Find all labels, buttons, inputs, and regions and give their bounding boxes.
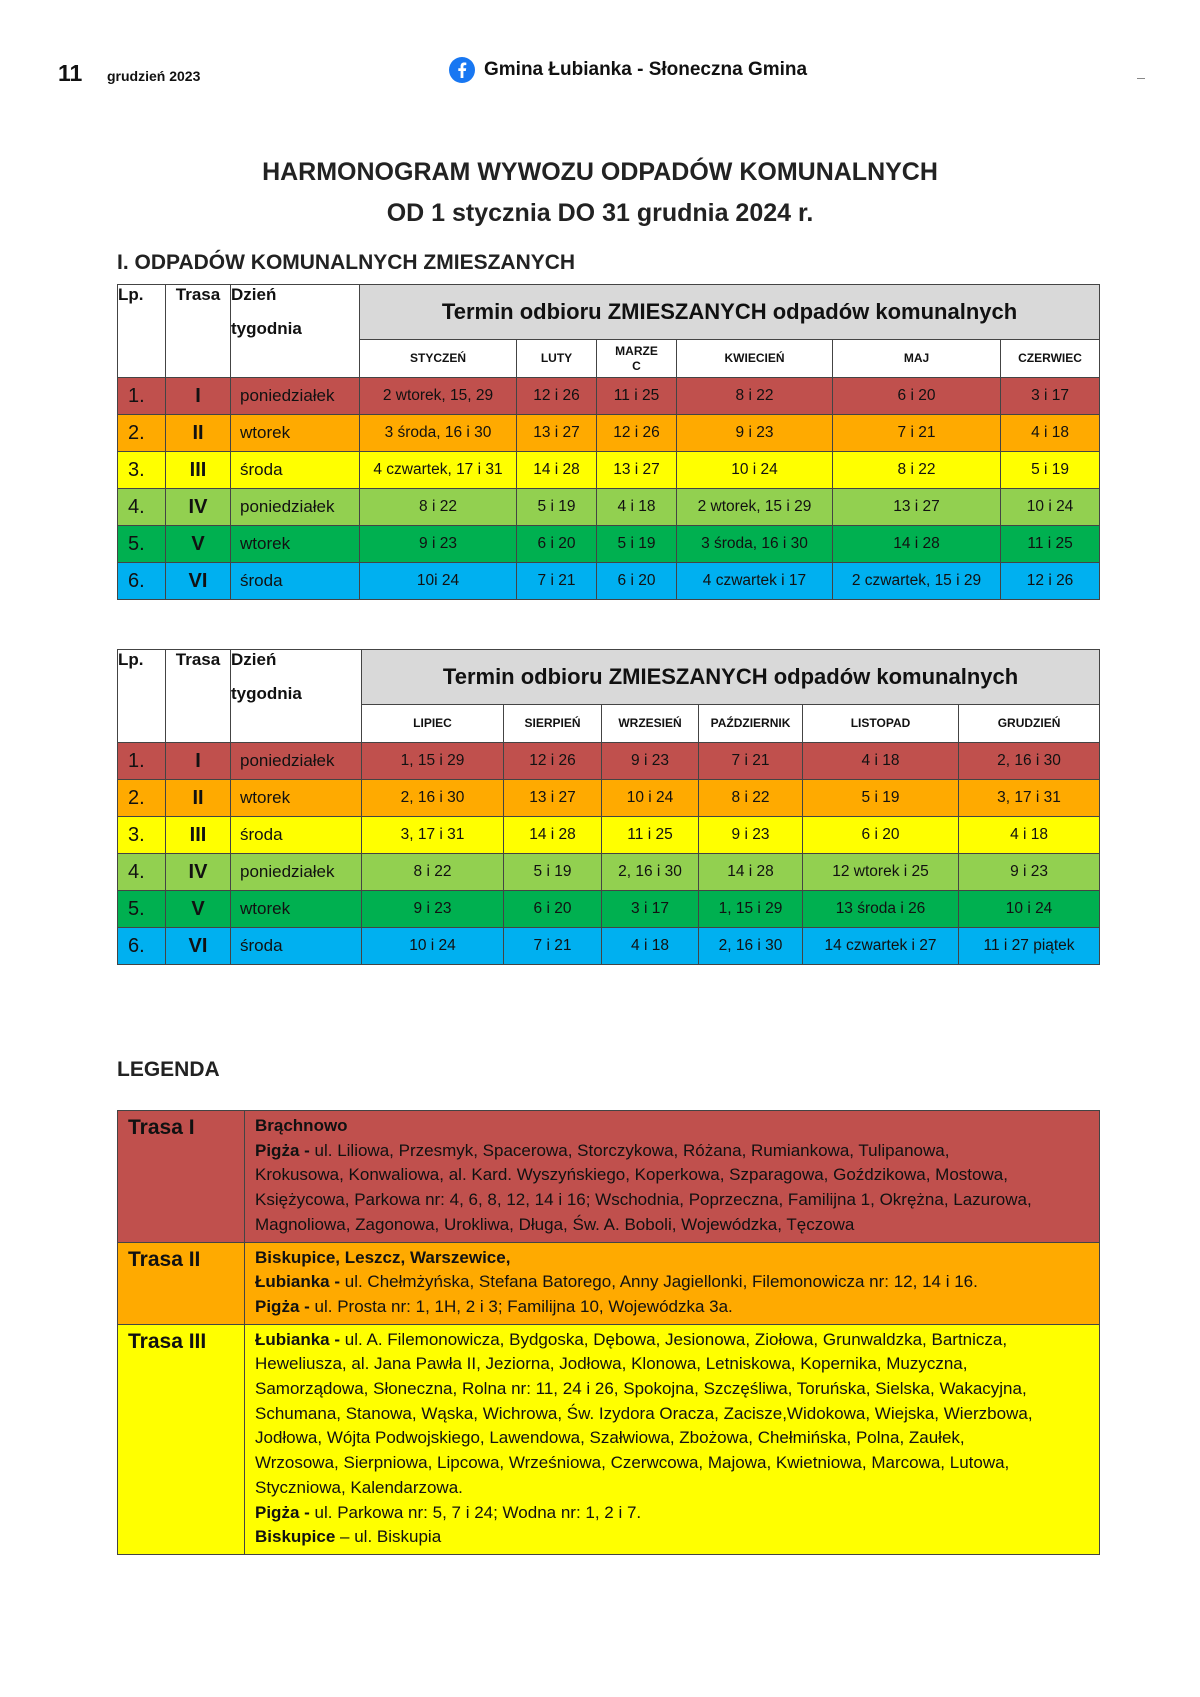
pickup-dates: 9 i 23 bbox=[362, 891, 504, 928]
table-row bbox=[118, 780, 1100, 817]
section-heading: I. ODPADÓW KOMUNALNYCH ZMIESZANYCH bbox=[117, 251, 576, 274]
pickup-dates: 12 i 26 bbox=[597, 415, 677, 452]
weekday: poniedziałek bbox=[231, 378, 360, 415]
pickup-dates: 12 i 26 bbox=[1001, 563, 1100, 600]
weekday: wtorek bbox=[231, 780, 362, 817]
month-header: LISTOPAD bbox=[803, 705, 959, 743]
legend-streets: ul. Parkowa nr: 5, 7 i 24; Wodna nr: 1, 2 i 7. bbox=[314, 1502, 642, 1522]
legend-route-name: Trasa III bbox=[118, 1324, 245, 1554]
pickup-dates: 14 i 28 bbox=[699, 854, 803, 891]
month-header: SIERPIEŃ bbox=[504, 705, 602, 743]
pickup-dates: 5 i 19 bbox=[517, 489, 597, 526]
month-header: MARZE C bbox=[597, 340, 677, 378]
pickup-dates: 13 i 27 bbox=[504, 780, 602, 817]
month-header: MAJ bbox=[833, 340, 1001, 378]
brand-name: Gmina Łubianka - Słoneczna Gmina bbox=[484, 59, 808, 80]
pickup-dates: 4 i 18 bbox=[1001, 415, 1100, 452]
row-number: 4. bbox=[118, 489, 166, 526]
header-lp: Lp. bbox=[118, 650, 166, 743]
pickup-dates: 2 wtorek, 15 i 29 bbox=[677, 489, 833, 526]
pickup-dates: 12 i 26 bbox=[517, 378, 597, 415]
pickup-dates: 3 i 17 bbox=[1001, 378, 1100, 415]
header-dzien-line2: tygodnia bbox=[231, 684, 302, 703]
row-number: 1. bbox=[118, 743, 166, 780]
weekday: środa bbox=[231, 817, 362, 854]
table-row bbox=[118, 526, 1100, 563]
month-header: GRUDZIEŃ bbox=[959, 705, 1100, 743]
table-row bbox=[118, 854, 1100, 891]
legend-line bbox=[255, 1352, 1091, 1377]
pickup-dates: 6 i 20 bbox=[803, 817, 959, 854]
legend-streets: Heweliusza, al. Jana Pawła II, Jeziorna, Jodłowa, Klonowa, Letniskowa, Kopernika, Muzyczna, bbox=[255, 1354, 968, 1374]
header-termin: Termin odbioru ZMIESZANYCH odpadów komunalnych bbox=[362, 650, 1100, 705]
row-number: 2. bbox=[118, 780, 166, 817]
weekday: wtorek bbox=[231, 526, 360, 563]
header-trasa: Trasa bbox=[166, 285, 231, 378]
legend-line bbox=[255, 1402, 1091, 1427]
legend-locality: Biskupice, Leszcz, Warszewice, bbox=[255, 1247, 511, 1267]
legend-row bbox=[118, 1324, 1100, 1554]
table-row bbox=[118, 928, 1100, 965]
legend-locality: Łubianka - bbox=[255, 1272, 345, 1292]
pickup-dates: 10i 24 bbox=[360, 563, 517, 600]
pickup-dates: 5 i 19 bbox=[803, 780, 959, 817]
legend-streets: ul. Prosta nr: 1, 1H, 2 i 3; Familijna 10, Wojewódzka 3a. bbox=[314, 1296, 733, 1316]
month-header: WRZESIEŃ bbox=[602, 705, 699, 743]
weekday: poniedziałek bbox=[231, 854, 362, 891]
pickup-dates: 11 i 25 bbox=[1001, 526, 1100, 563]
pickup-dates: 8 i 22 bbox=[833, 452, 1001, 489]
legend-locality: Brąchnowo bbox=[255, 1116, 348, 1135]
schedule-table-jan-jun bbox=[117, 284, 1100, 600]
legend-locality: Pigża - bbox=[255, 1140, 315, 1160]
legend-locality: Biskupice bbox=[255, 1527, 341, 1547]
header-dzien bbox=[231, 285, 360, 378]
pickup-dates: 9 i 23 bbox=[699, 817, 803, 854]
pickup-dates: 4 i 18 bbox=[803, 743, 959, 780]
route-number: V bbox=[166, 891, 231, 928]
row-number: 5. bbox=[118, 891, 166, 928]
pickup-dates: 3 środa, 16 i 30 bbox=[677, 526, 833, 563]
legend-line bbox=[255, 1525, 1091, 1550]
legend-line bbox=[255, 1377, 1091, 1402]
pickup-dates: 8 i 22 bbox=[362, 854, 504, 891]
legend-line bbox=[255, 1501, 1091, 1526]
weekday: środa bbox=[231, 928, 362, 965]
legend-line bbox=[255, 1270, 1091, 1295]
pickup-dates: 2 czwartek, 15 i 29 bbox=[833, 563, 1001, 600]
pickup-dates: 14 i 28 bbox=[517, 452, 597, 489]
facebook-icon bbox=[449, 57, 475, 83]
pickup-dates: 10 i 24 bbox=[1001, 489, 1100, 526]
pickup-dates: 13 środa i 26 bbox=[803, 891, 959, 928]
pickup-dates: 5 i 19 bbox=[597, 526, 677, 563]
header-dzien-line1: Dzień bbox=[231, 650, 277, 669]
pickup-dates: 4 i 18 bbox=[602, 928, 699, 965]
pickup-dates: 12 wtorek i 25 bbox=[803, 854, 959, 891]
legend-streets: Schumana, Stanowa, Wąska, Wichrowa, Św. Izydora Oracza, Zacisze,Widokowa, Wiejska, Wierzbowa, bbox=[255, 1403, 1033, 1423]
row-number: 3. bbox=[118, 452, 166, 489]
pickup-dates: 5 i 19 bbox=[1001, 452, 1100, 489]
month-header: STYCZEŃ bbox=[360, 340, 517, 378]
route-number: II bbox=[166, 780, 231, 817]
legend-streets: ul. A. Filemonowicza, Bydgoska, Dębowa, Jesionowa, Ziołowa, Grunwaldzka, Bartnicza, bbox=[344, 1329, 1008, 1349]
table-row bbox=[118, 891, 1100, 928]
legend-locality: Łubianka - bbox=[255, 1329, 345, 1349]
legend-route-streets bbox=[245, 1111, 1100, 1243]
weekday: wtorek bbox=[231, 891, 362, 928]
legend-streets: ul. Chełmżyńska, Stefana Batorego, Anny Jagiellonki, Filemonowicza nr: 12, 14 i 16. bbox=[344, 1272, 978, 1292]
page-subtitle: OD 1 stycznia DO 31 grudnia 2024 r. bbox=[386, 199, 814, 227]
route-number: I bbox=[166, 378, 231, 415]
legend-streets: Wrzosowa, Sierpniowa, Lipcowa, Wrześniowa, Czerwcowa, Majowa, Kwietniowa, Marcowa, Lutowa, bbox=[255, 1453, 1010, 1473]
pickup-dates: 6 i 20 bbox=[597, 563, 677, 600]
legend-route-name: Trasa II bbox=[118, 1242, 245, 1324]
legend-row bbox=[118, 1242, 1100, 1324]
pickup-dates: 14 czwartek i 27 bbox=[803, 928, 959, 965]
pickup-dates: 9 i 23 bbox=[360, 526, 517, 563]
pickup-dates: 13 i 27 bbox=[517, 415, 597, 452]
row-number: 4. bbox=[118, 854, 166, 891]
row-number: 3. bbox=[118, 817, 166, 854]
header-trasa: Trasa bbox=[166, 650, 231, 743]
schedule-table-jul-dec bbox=[117, 649, 1100, 965]
route-number: III bbox=[166, 817, 231, 854]
pickup-dates: 4 i 18 bbox=[597, 489, 677, 526]
legend-streets: Magnoliowa, Zagonowa, Urokliwa, Długa, Św. A. Boboli, Wojewódzka, Tęczowa bbox=[255, 1214, 855, 1234]
header-dzien-line2: tygodnia bbox=[231, 319, 302, 338]
legend-streets: Styczniowa, Kalendarzowa. bbox=[255, 1477, 463, 1497]
pickup-dates: 6 i 20 bbox=[517, 526, 597, 563]
table-row bbox=[118, 489, 1100, 526]
pickup-dates: 7 i 21 bbox=[517, 563, 597, 600]
pickup-dates: 7 i 21 bbox=[699, 743, 803, 780]
pickup-dates: 10 i 24 bbox=[959, 891, 1100, 928]
table-row bbox=[118, 415, 1100, 452]
pickup-dates: 9 i 23 bbox=[602, 743, 699, 780]
pickup-dates: 14 i 28 bbox=[833, 526, 1001, 563]
pickup-dates: 3 i 17 bbox=[602, 891, 699, 928]
pickup-dates: 11 i 27 piątek bbox=[959, 928, 1100, 965]
pickup-dates: 4 czwartek i 17 bbox=[677, 563, 833, 600]
legend-streets: Księżycowa, Parkowa nr: 4, 6, 8, 12, 14 i 16; Wschodnia, Poprzeczna, Familijna 1, Okrężna, Lazurowa, bbox=[255, 1190, 1032, 1210]
pickup-dates: 14 i 28 bbox=[504, 817, 602, 854]
pickup-dates: 2, 16 i 30 bbox=[959, 743, 1100, 780]
pickup-dates: 1, 15 i 29 bbox=[699, 891, 803, 928]
table-row bbox=[118, 817, 1100, 854]
header-termin: Termin odbioru ZMIESZANYCH odpadów komunalnych bbox=[360, 285, 1100, 340]
month-header: PAŹDZIERNIK bbox=[699, 705, 803, 743]
legend-line bbox=[255, 1163, 1091, 1188]
pickup-dates: 11 i 25 bbox=[597, 378, 677, 415]
pickup-dates: 3, 17 i 31 bbox=[362, 817, 504, 854]
pickup-dates: 2, 16 i 30 bbox=[699, 928, 803, 965]
pickup-dates: 12 i 26 bbox=[504, 743, 602, 780]
legend-heading: LEGENDA bbox=[117, 1058, 220, 1081]
weekday: środa bbox=[231, 563, 360, 600]
table-row bbox=[118, 743, 1100, 780]
legend-line bbox=[255, 1328, 1091, 1353]
legend-streets: Samorządowa, Słoneczna, Rolna nr: 11, 24 i 26, Spokojna, Szczęśliwa, Toruńska, Sielska, Wakacyjna, bbox=[255, 1379, 1027, 1399]
weekday: wtorek bbox=[231, 415, 360, 452]
pickup-dates: 3 środa, 16 i 30 bbox=[360, 415, 517, 452]
legend-line bbox=[255, 1476, 1091, 1501]
legend-line bbox=[255, 1139, 1091, 1164]
pickup-dates: 9 i 23 bbox=[677, 415, 833, 452]
weekday: poniedziałek bbox=[231, 743, 362, 780]
weekday: poniedziałek bbox=[231, 489, 360, 526]
legend-line bbox=[255, 1246, 1091, 1271]
route-number: IV bbox=[166, 489, 231, 526]
legend-line bbox=[255, 1451, 1091, 1476]
pickup-dates: 6 i 20 bbox=[504, 891, 602, 928]
row-number: 1. bbox=[118, 378, 166, 415]
legend-streets: – ul. Biskupia bbox=[340, 1527, 442, 1547]
legend-line bbox=[255, 1114, 1091, 1139]
pickup-dates: 3, 17 i 31 bbox=[959, 780, 1100, 817]
row-number: 5. bbox=[118, 526, 166, 563]
route-number: V bbox=[166, 526, 231, 563]
row-number: 6. bbox=[118, 928, 166, 965]
legend-streets: Krokusowa, Konwaliowa, al. Kard. Wyszyńskiego, Koperkowa, Szparagowa, Goździkowa, Mostowa, bbox=[255, 1165, 1008, 1185]
pickup-dates: 11 i 25 bbox=[602, 817, 699, 854]
pickup-dates: 8 i 22 bbox=[699, 780, 803, 817]
pickup-dates: 10 i 24 bbox=[602, 780, 699, 817]
legend-streets: ul. Liliowa, Przesmyk, Spacerowa, Storczykowa, Różana, Rumiankowa, Tulipanowa, bbox=[314, 1140, 950, 1160]
pickup-dates: 6 i 20 bbox=[833, 378, 1001, 415]
pickup-dates: 2, 16 i 30 bbox=[602, 854, 699, 891]
route-number: I bbox=[166, 743, 231, 780]
pickup-dates: 8 i 22 bbox=[677, 378, 833, 415]
page-number: 11 bbox=[58, 60, 83, 86]
corner-mark bbox=[1137, 78, 1145, 79]
pickup-dates: 1, 15 i 29 bbox=[362, 743, 504, 780]
header-lp: Lp. bbox=[118, 285, 166, 378]
pickup-dates: 13 i 27 bbox=[597, 452, 677, 489]
pickup-dates: 4 czwartek, 17 i 31 bbox=[360, 452, 517, 489]
row-number: 2. bbox=[118, 415, 166, 452]
table-row bbox=[118, 378, 1100, 415]
pickup-dates: 2, 16 i 30 bbox=[362, 780, 504, 817]
pickup-dates: 9 i 23 bbox=[959, 854, 1100, 891]
header-dzien bbox=[231, 650, 362, 743]
pickup-dates: 13 i 27 bbox=[833, 489, 1001, 526]
route-number: VI bbox=[166, 563, 231, 600]
legend-locality: Pigża - bbox=[255, 1502, 315, 1522]
legend-line bbox=[255, 1426, 1091, 1451]
page-title: HARMONOGRAM WYWOZU ODPADÓW KOMUNALNYCH bbox=[262, 158, 938, 186]
table-row bbox=[118, 452, 1100, 489]
legend-line bbox=[255, 1188, 1091, 1213]
header-dzien-line1: Dzień bbox=[231, 285, 277, 304]
route-number: IV bbox=[166, 854, 231, 891]
pickup-dates: 7 i 21 bbox=[504, 928, 602, 965]
legend-line bbox=[255, 1213, 1091, 1238]
pickup-dates: 10 i 24 bbox=[677, 452, 833, 489]
legend-line bbox=[255, 1295, 1091, 1320]
route-number: III bbox=[166, 452, 231, 489]
table-row bbox=[118, 563, 1100, 600]
weekday: środa bbox=[231, 452, 360, 489]
legend-row bbox=[118, 1111, 1100, 1243]
pickup-dates: 4 i 18 bbox=[959, 817, 1100, 854]
route-number: VI bbox=[166, 928, 231, 965]
pickup-dates: 2 wtorek, 15, 29 bbox=[360, 378, 517, 415]
legend-route-streets bbox=[245, 1324, 1100, 1554]
legend-route-name: Trasa I bbox=[118, 1111, 245, 1243]
row-number: 6. bbox=[118, 563, 166, 600]
legend-streets: Jodłowa, Wójta Podwojskiego, Lawendowa, Szałwiowa, Zbożowa, Chełmińska, Polna, Zaułek, bbox=[255, 1428, 965, 1448]
pickup-dates: 8 i 22 bbox=[360, 489, 517, 526]
pickup-dates: 10 i 24 bbox=[362, 928, 504, 965]
legend-table bbox=[117, 1110, 1100, 1555]
issue-date: grudzień 2023 bbox=[107, 68, 201, 84]
legend-locality: Pigża - bbox=[255, 1296, 315, 1316]
legend-route-streets bbox=[245, 1242, 1100, 1324]
month-header: KWIECIEŃ bbox=[677, 340, 833, 378]
month-header: CZERWIEC bbox=[1001, 340, 1100, 378]
month-header: LIPIEC bbox=[362, 705, 504, 743]
month-header: LUTY bbox=[517, 340, 597, 378]
pickup-dates: 5 i 19 bbox=[504, 854, 602, 891]
route-number: II bbox=[166, 415, 231, 452]
pickup-dates: 7 i 21 bbox=[833, 415, 1001, 452]
